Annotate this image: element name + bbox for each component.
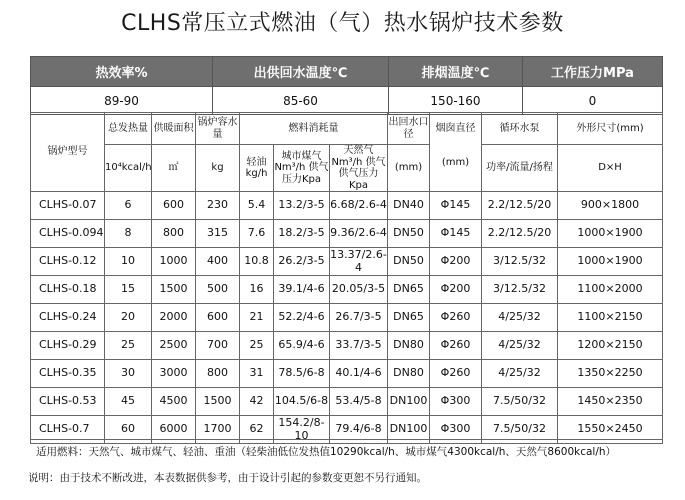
pump-cell: 4/25/32	[482, 332, 558, 360]
pump-cell: 3/12.5/32	[482, 248, 558, 276]
heat-cell: 20	[105, 304, 152, 332]
flue-header: 烟囱直径 (mm)	[430, 113, 482, 192]
city-gas-cell: 65.9/4-6	[274, 332, 330, 360]
flue-temp-value: 150-160	[389, 87, 523, 115]
spec-table	[30, 112, 663, 444]
table-row	[31, 220, 663, 248]
pump-header: 循环水泵	[482, 113, 558, 145]
flue-cell: Φ145	[430, 220, 482, 248]
size-cell: 1100×2000	[558, 276, 663, 304]
light-oil-cell: 31	[240, 360, 274, 388]
pump-cell: 7.5/50/32	[482, 416, 558, 444]
capacity-unit: kg	[196, 145, 240, 192]
table-row	[31, 276, 663, 304]
fuel-group-header: 燃料消耗量	[240, 113, 388, 145]
size-unit: D×H	[558, 145, 663, 192]
heat-cell: 30	[105, 360, 152, 388]
area-cell: 6000	[152, 416, 196, 444]
city-gas-cell: 78.5/6-8	[274, 360, 330, 388]
pump-cell: 2.2/12.5/20	[482, 220, 558, 248]
table-row	[31, 388, 663, 416]
water-temp-header: 出供回水温度℃	[213, 57, 389, 87]
area-header: 供暖面积	[152, 113, 196, 145]
natural-gas-cell: 33.7/3-5	[330, 332, 388, 360]
city-gas-cell: 13.2/3-5	[274, 192, 330, 220]
pump-cell: 7.5/50/32	[482, 388, 558, 416]
natural-gas-cell: 53.4/5-8	[330, 388, 388, 416]
flue-cell: Φ300	[430, 416, 482, 444]
model-cell: CLHS-0.35	[31, 360, 105, 388]
natural-gas-cell: 9.36/2.6-4	[330, 220, 388, 248]
capacity-cell: 500	[196, 276, 240, 304]
heat-cell: 45	[105, 388, 152, 416]
outlet-cell: DN65	[388, 276, 430, 304]
natural-gas-cell: 79.4/6-8	[330, 416, 388, 444]
natural-gas-cell: 13.37/2.6-4	[330, 247, 387, 274]
light-oil-cell: 10.8	[240, 248, 274, 276]
heat-cell: 6	[105, 192, 152, 220]
capacity-cell: 1700	[196, 416, 240, 444]
area-cell: 800	[152, 220, 196, 248]
size-cell: 1100×2150	[558, 304, 663, 332]
model-cell: CLHS-0.12	[31, 248, 105, 276]
outlet-cell: DN40	[388, 192, 430, 220]
outlet-cell: DN65	[388, 304, 430, 332]
table-row	[31, 248, 663, 276]
city-gas-cell: 26.2/3-5	[274, 248, 330, 276]
table-row	[31, 332, 663, 360]
pressure-value: 0	[523, 87, 663, 115]
light-oil-cell: 16	[240, 276, 274, 304]
model-cell: CLHS-0.53	[31, 388, 105, 416]
size-cell: 1550×2450	[558, 416, 663, 444]
capacity-cell: 1500	[196, 388, 240, 416]
size-cell: 1200×2150	[558, 332, 663, 360]
pump-cell: 4/25/32	[482, 360, 558, 388]
capacity-cell: 315	[196, 220, 240, 248]
capacity-header: 锅炉容水量	[196, 113, 240, 145]
natural-gas-cell: 40.1/4-6	[330, 360, 388, 388]
capacity-cell: 230	[196, 192, 240, 220]
capacity-cell: 600	[196, 304, 240, 332]
area-cell: 2500	[152, 332, 196, 360]
light-oil-cell: 42	[240, 388, 274, 416]
light-oil-cell: 21	[240, 304, 274, 332]
flue-cell: Φ260	[430, 332, 482, 360]
heat-cell: 15	[105, 276, 152, 304]
city-gas-cell: 39.1/4-6	[274, 276, 330, 304]
natural-gas-cell: 6.68/2.6-4	[330, 192, 388, 220]
outlet-cell: DN80	[388, 360, 430, 388]
heat-header: 总发热量	[105, 113, 152, 145]
model-cell: CLHS-0.7	[31, 416, 105, 444]
model-cell: CLHS-0.18	[31, 276, 105, 304]
natural-gas-cell: 20.05/3-5	[330, 276, 388, 304]
size-cell: 1350×2250	[558, 360, 663, 388]
size-header: 外形尺寸(mm)	[558, 113, 663, 145]
light-oil-header: 轻油 kg/h	[240, 145, 274, 192]
model-cell: CLHS-0.07	[31, 192, 105, 220]
heat-cell: 8	[105, 220, 152, 248]
size-cell: 1000×1900	[558, 220, 663, 248]
area-cell: 4500	[152, 388, 196, 416]
light-oil-cell: 25	[240, 332, 274, 360]
capacity-cell: 700	[196, 332, 240, 360]
table-row	[31, 192, 663, 220]
capacity-cell: 400	[196, 248, 240, 276]
efficiency-value: 89-90	[31, 87, 213, 115]
area-cell: 2000	[152, 304, 196, 332]
outlet-cell: DN50	[388, 220, 430, 248]
heat-cell: 25	[105, 332, 152, 360]
size-cell: 1000×1900	[558, 248, 663, 276]
pump-cell: 2.2/12.5/20	[482, 192, 558, 220]
heat-cell: 10	[105, 248, 152, 276]
area-cell: 1000	[152, 248, 196, 276]
area-cell: 3000	[152, 360, 196, 388]
area-cell: 600	[152, 192, 196, 220]
city-gas-cell: 52.2/4-6	[274, 304, 330, 332]
flue-cell: Φ260	[430, 304, 482, 332]
capacity-cell: 800	[196, 360, 240, 388]
heat-unit: 10⁴kcal/h	[105, 145, 152, 192]
model-cell: CLHS-0.24	[31, 304, 105, 332]
summary-table	[30, 56, 663, 115]
model-header: 锅炉型号	[31, 113, 105, 192]
natural-gas-cell: 26.7/3-5	[330, 304, 388, 332]
flue-cell: Φ300	[430, 388, 482, 416]
city-gas-cell: 18.2/3-5	[274, 220, 330, 248]
fuel-note: 适用燃料：天然气、城市煤气、轻油、重油（轻柴油低位发热值10290kcal/h、城市煤气4300kcal/h、天然气8600kcal/h）	[30, 439, 662, 464]
light-oil-cell: 7.6	[240, 220, 274, 248]
flue-cell: Φ260	[430, 360, 482, 388]
natural-gas-header: 天然气Nm³/h 供气供气压力Kpa	[331, 145, 386, 191]
flue-cell: Φ145	[430, 192, 482, 220]
model-cell: CLHS-0.29	[31, 332, 105, 360]
city-gas-cell: 154.2/8-10	[274, 416, 330, 444]
table-row	[31, 304, 663, 332]
outlet-cell: DN100	[388, 388, 430, 416]
model-cell: CLHS-0.094	[31, 220, 105, 248]
water-temp-value: 85-60	[213, 87, 389, 115]
size-cell: 900×1800	[558, 192, 663, 220]
city-gas-header: 城市煤气Nm³/h 供气压力Kpa	[274, 145, 330, 192]
pump-unit: 功率/流量/扬程	[482, 145, 558, 192]
efficiency-header: 热效率%	[31, 57, 213, 87]
light-oil-cell: 62	[240, 416, 274, 444]
city-gas-cell: 104.5/6-8	[274, 388, 330, 416]
outlet-cell: DN100	[388, 416, 430, 444]
flue-temp-header: 排烟温度℃	[389, 57, 523, 87]
table-row	[31, 360, 663, 388]
size-cell: 1450×2350	[558, 388, 663, 416]
flue-cell: Φ200	[430, 276, 482, 304]
outlet-cell: DN50	[388, 248, 430, 276]
area-cell: 1500	[152, 276, 196, 304]
footnote: 说明：由于技术不断改进，本表数据供参考，由于设计引起的参数变更恕不另行通知。	[28, 472, 427, 484]
outlet-header: 出回水口径	[388, 113, 430, 145]
light-oil-cell: 5.4	[240, 192, 274, 220]
pressure-header: 工作压力MPa	[523, 57, 663, 87]
heat-cell: 60	[105, 416, 152, 444]
flue-cell: Φ200	[430, 248, 482, 276]
area-unit: ㎡	[152, 145, 196, 192]
page-title: CLHS常压立式燃油（气）热水锅炉技术参数	[121, 11, 564, 36]
pump-cell: 3/12.5/32	[482, 276, 558, 304]
outlet-cell: DN80	[388, 332, 430, 360]
pump-cell: 4/25/32	[482, 304, 558, 332]
outlet-unit: (mm)	[388, 145, 430, 192]
